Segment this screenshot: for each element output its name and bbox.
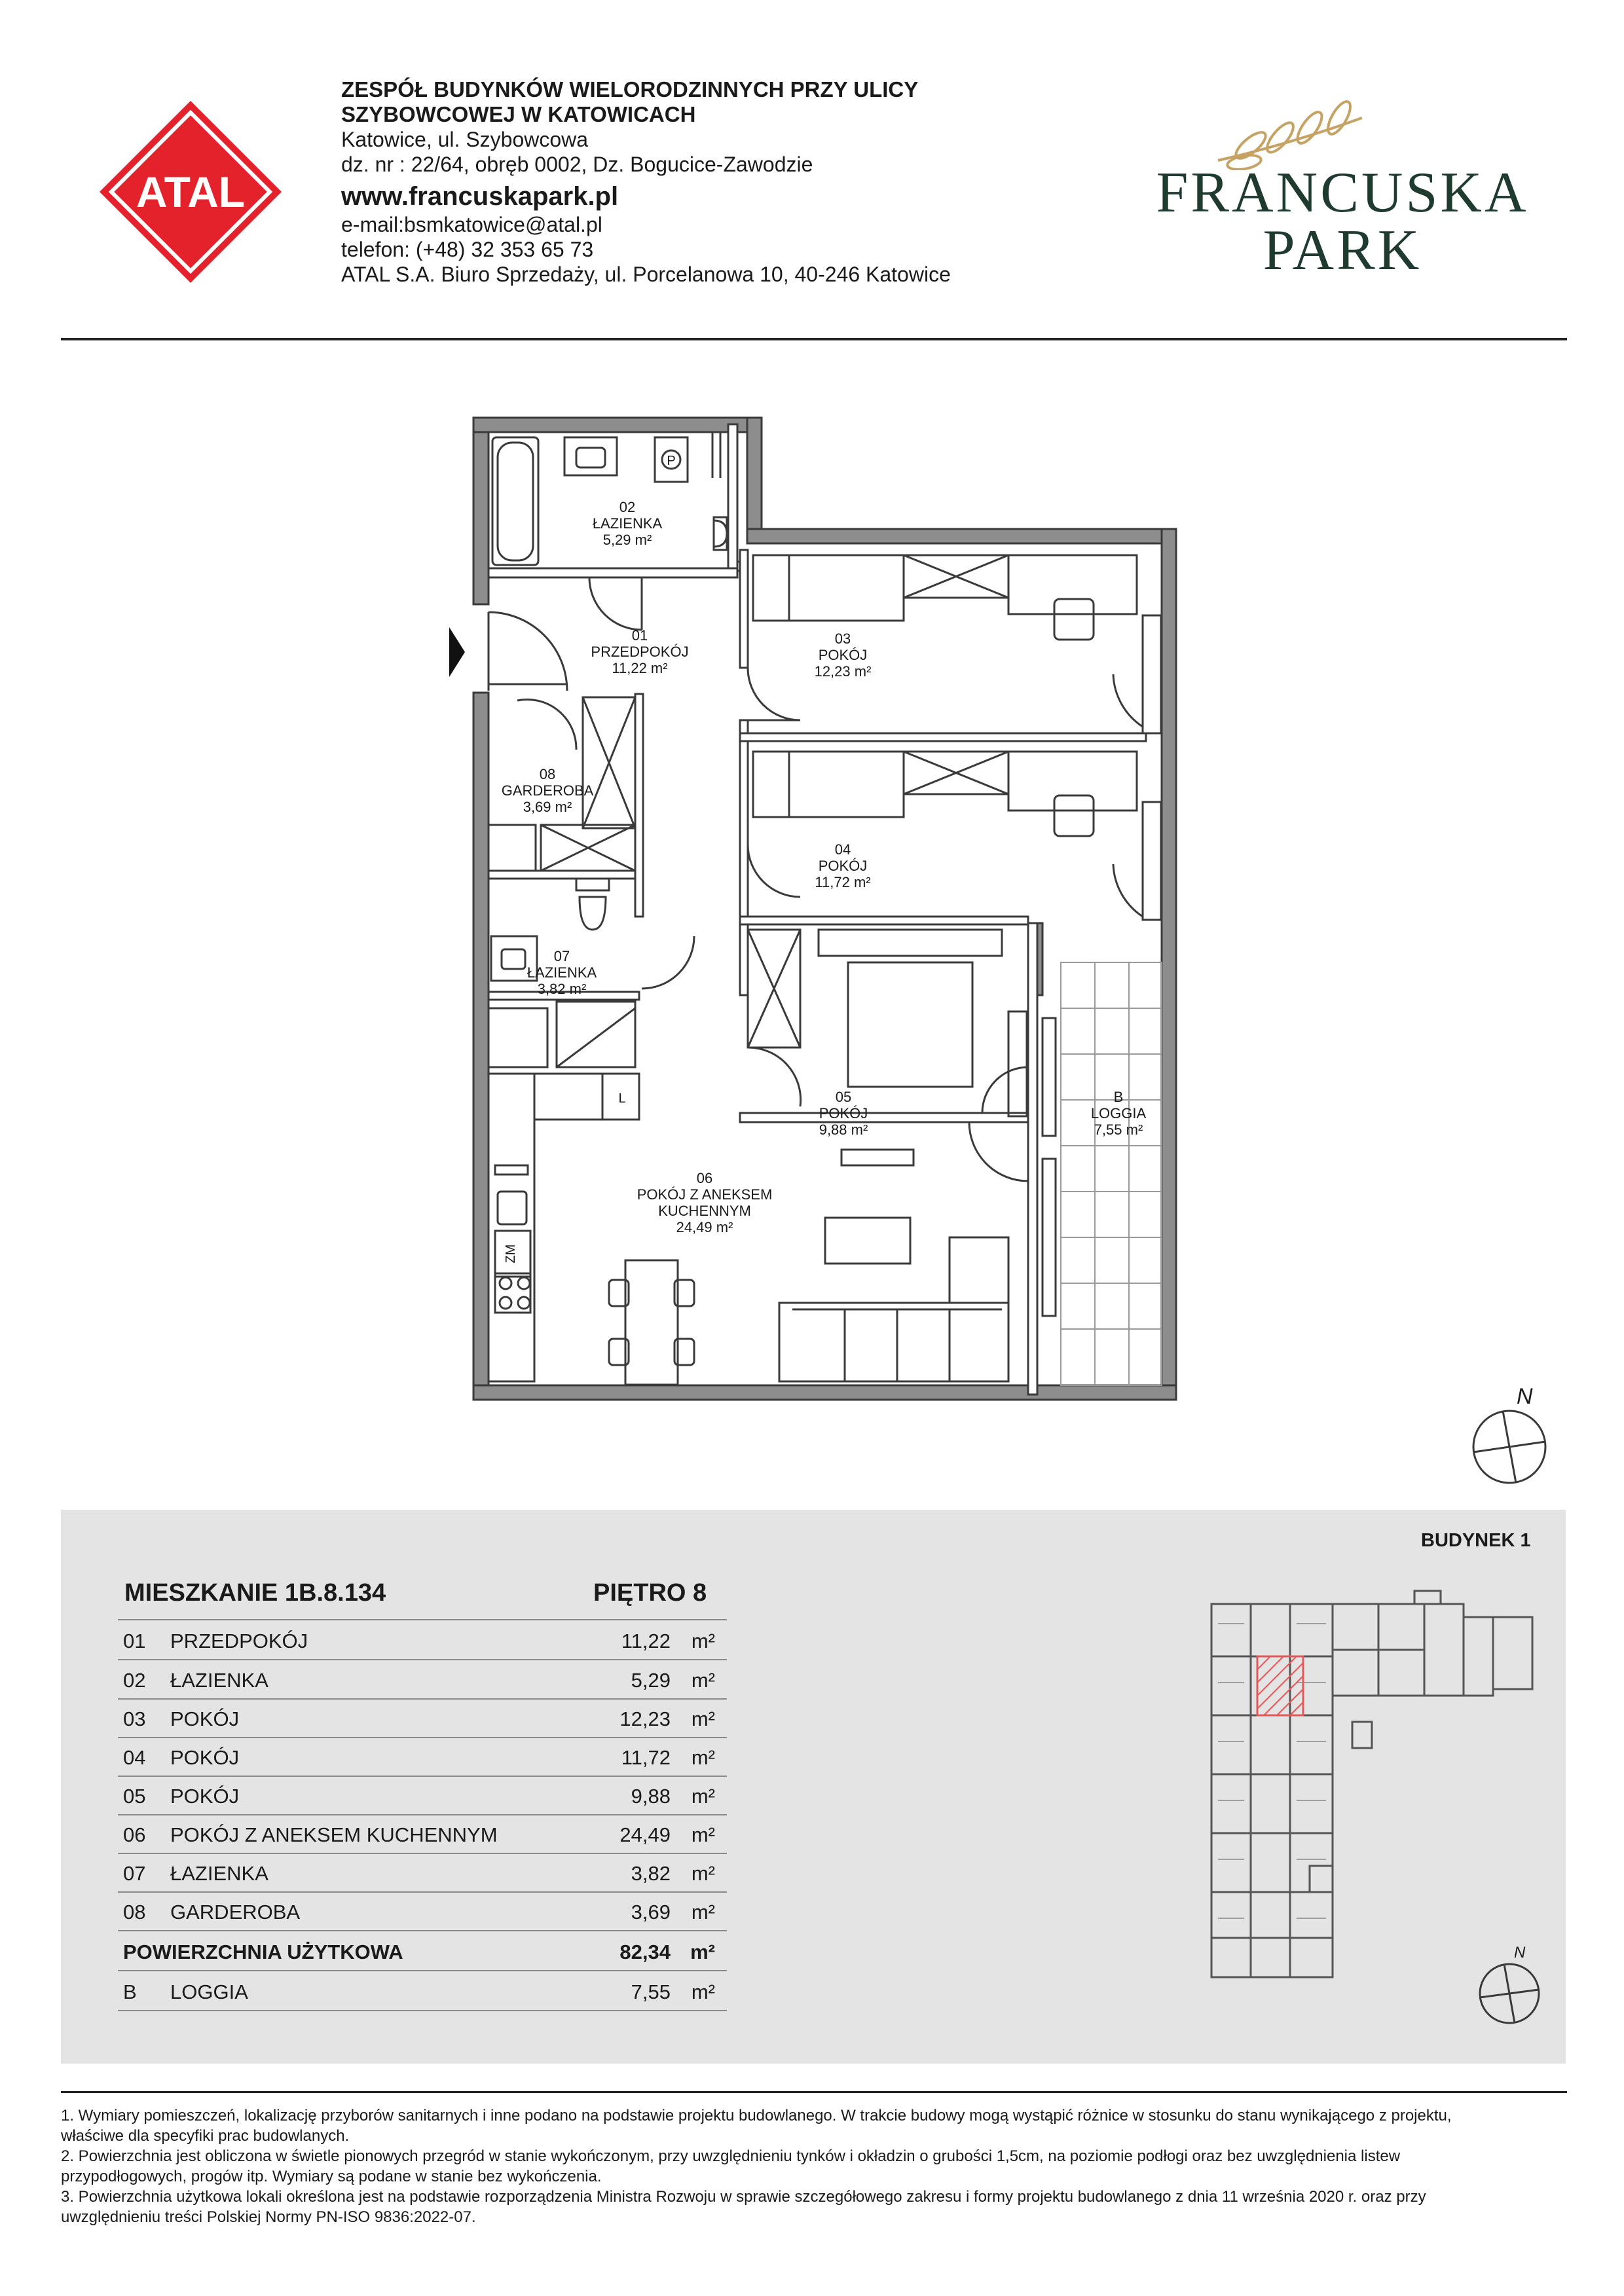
north-arrow-icon: N (1467, 1388, 1552, 1486)
table-row: 06 POKÓJ Z ANEKSEM KUCHENNYM 24,49 m² (118, 1814, 727, 1854)
table-row: 08 GARDEROBA 3,69 m² (118, 1891, 727, 1931)
footnote-2b: przypodłogowych, progów itp. Wymiary są podane w stanie bez wykończenia. (61, 2168, 602, 2185)
parcel: dz. nr : 22/64, obręb 0002, Dz. Bogucice-Zawodzie (341, 153, 813, 176)
park-logo-line1: FRANCUSKA (1156, 161, 1529, 225)
table-row: 07 ŁAZIENKA 3,82 m² (118, 1853, 727, 1893)
footnote-2a: 2. Powierzchnia jest obliczona w świetle pionowych przegród w stanie wykończonym, przy uwzględnieniu tynków i okładzin o grubości 1,5cm, na poziomie podłogi oraz bez uwzględnienia listew (61, 2147, 1401, 2165)
footnotes (61, 2105, 1567, 2227)
sales-office: ATAL S.A. Biuro Sprzedaży, ul. Porcelanowa 10, 40-246 Katowice (341, 263, 951, 286)
room-label-02: 02 ŁAZIENKA 5,29 m² (592, 499, 663, 548)
room-label-03: 03 POKÓJ 12,23 m² (814, 630, 872, 680)
project-title-line2: SZYBOWCOWEJ W KATOWICACH (341, 102, 696, 126)
table-row: 01 PRZEDPOKÓJ 11,22 m² (118, 1620, 727, 1660)
project-title-line1: ZESPÓŁ BUDYNKÓW WIELORODZINNYCH PRZY ULICY (341, 77, 919, 101)
room-label-04: 04 POKÓJ 11,72 m² (815, 841, 871, 890)
room-label-B: B LOGGIA 7,55 m² (1090, 1089, 1147, 1138)
footnote-1a: 1. Wymiary pomieszczeń, lokalizację przyborów sanitarnych i inne podano na podstawie projektu budowlanego. W trakcie budowy mogą wystąpić różnice w stosunku do stanu wynikającego z projektu, (61, 2107, 1452, 2124)
key-plan (1205, 1584, 1545, 1990)
table-row: 02 ŁAZIENKA 5,29 m² (118, 1660, 727, 1700)
footnote-1b: właściwe dla specyfiki prac budowlanych. (61, 2127, 350, 2145)
footnote-3a: 3. Powierzchnia użytkowa lokali określona jest na podstawie rozporządzenia Ministra Rozwoju w sprawie szczegółowego zakresu i formy projektu budowlanego z dnia 11 września 2020 r. oraz przy (61, 2188, 1426, 2206)
email[interactable]: e-mail:bsmkatowice@atal.pl (341, 213, 602, 236)
entrance-arrow-icon (449, 627, 465, 677)
table-row: 04 POKÓJ 11,72 m² (118, 1737, 727, 1777)
park-logo-line2: PARK (1263, 219, 1422, 282)
atal-logo-text: ATAL (136, 168, 246, 216)
total-row: POWIERZCHNIA UŻYTKOWA 82,34 m² (118, 1931, 727, 1971)
dishwasher-label: ZM (504, 1244, 518, 1264)
room-label-08: 08 GARDEROBA 3,69 m² (501, 766, 594, 815)
room-label-05: 05 POKÓJ 9,88 m² (819, 1089, 868, 1138)
room-label-06: 06 POKÓJ Z ANEKSEM KUCHENNYM 24,49 m² (637, 1170, 773, 1235)
loggia-row: B LOGGIA 7,55 m² (118, 1971, 727, 2011)
phone: telefon: (+48) 32 353 65 73 (341, 238, 594, 261)
apartment-number: MIESZKANIE 1B.8.134 (124, 1579, 386, 1607)
fridge-label: L (618, 1091, 626, 1106)
table-row: 03 POKÓJ 12,23 m² (118, 1698, 727, 1738)
building-label: BUDYNEK 1 (1421, 1530, 1531, 1551)
footnote-3b: uwzględnieniu treści Polskiej Normy PN-ISO 9836:2022-07. (61, 2208, 476, 2226)
floor-number: PIĘTRO 8 (593, 1579, 707, 1607)
key-plan-north-icon: N (1473, 1954, 1545, 2026)
loggia-tiles (1061, 962, 1162, 1385)
washer-label: P (667, 454, 676, 468)
room-label-07: 07 ŁAZIENKA 3,82 m² (526, 948, 597, 997)
website-link[interactable]: www.francuskapark.pl (341, 182, 619, 211)
footer-divider (61, 2091, 1567, 2093)
address: Katowice, ul. Szybowcowa (341, 128, 589, 151)
table-row: 05 POKÓJ 9,88 m² (118, 1776, 727, 1815)
room-label-01: 01 PRZEDPOKÓJ 11,22 m² (591, 627, 689, 676)
